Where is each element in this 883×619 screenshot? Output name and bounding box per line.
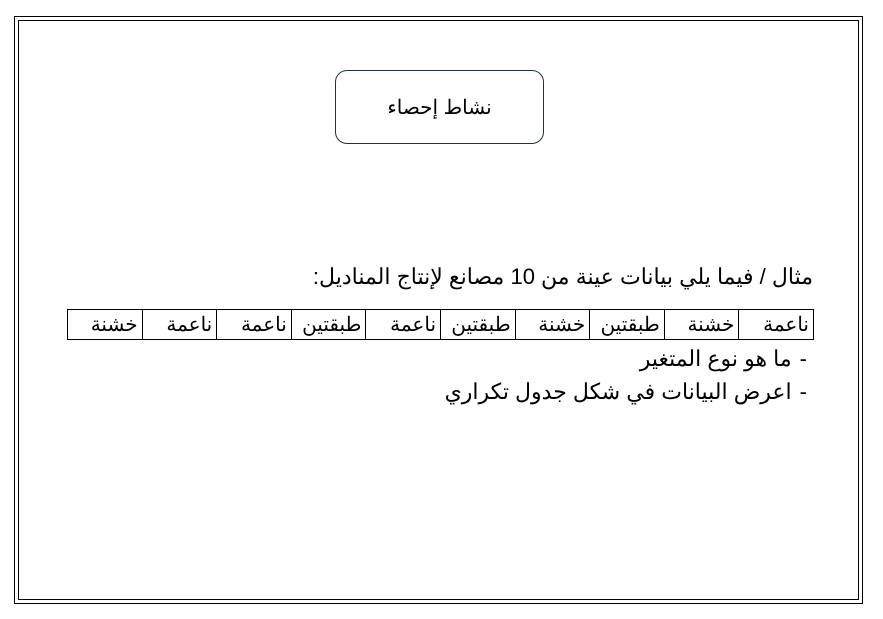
question-text: ما هو نوع المتغير [639,346,792,371]
dash-bullet: - [799,379,807,404]
table-cell: طبقتين [441,310,516,340]
table-cell: ناعمة [366,310,441,340]
table-cell: خشنة [68,310,143,340]
sample-data-table [67,309,814,340]
list-item [445,344,807,377]
activity-title: نشاط إحصاء [387,96,492,119]
example-intro-text: مثال / فيما يلي بيانات عينة من 10 مصانع لإنتاج المناديل: [312,264,813,289]
table-cell: خشنة [664,310,739,340]
activity-title-box [335,70,544,144]
table-cell: طبقتين [291,310,366,340]
table-cell: طبقتين [590,310,665,340]
table-cell: ناعمة [739,310,814,340]
question-text: اعرض البيانات في شكل جدول تكراري [444,379,792,404]
list-item [445,377,807,410]
table-cell: خشنة [515,310,590,340]
table-row [68,310,814,340]
dash-bullet: - [799,346,807,371]
table-cell: ناعمة [142,310,217,340]
questions-list [445,344,807,410]
table-cell: ناعمة [217,310,292,340]
